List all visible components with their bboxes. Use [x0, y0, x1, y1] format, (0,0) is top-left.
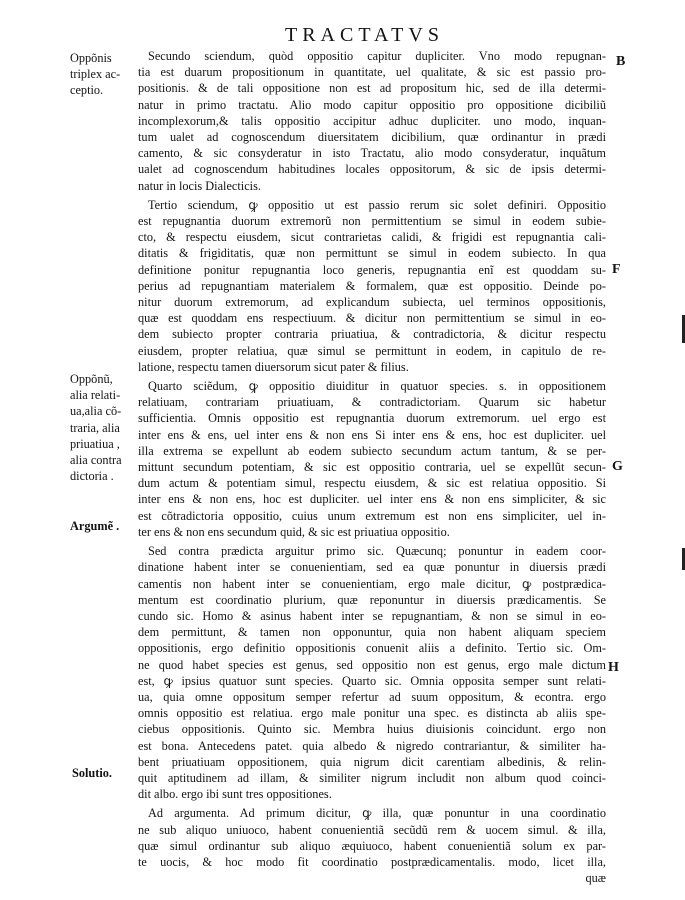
- text-line: inter ens & non ens, hoc est dupliciter. uel inter ens & non ens simpliciter, & sic: [138, 492, 606, 507]
- text-line: Sed contra prædicta arguitur primo sic. Quæcunq; ponuntur in eadem coor-: [148, 544, 606, 559]
- text-line: nitur duorum extremorum, ad explicandum subiecta, uel terminos oppositionis,: [138, 295, 606, 310]
- text-line: camentis non habent inter se conuenientiam, ergo male dicitur, ꝙ postprædica-: [138, 576, 606, 591]
- side-note-line: priuatiua ,: [70, 436, 120, 451]
- paragraph-secundo: [138, 48, 606, 194]
- text-line: quæ est quoddam ens respectiuum. & dicitur non permittentium se simul in eo-: [138, 311, 606, 326]
- text-line: latione, respectu tamen diuersorum sicut pater & filius.: [138, 359, 409, 374]
- text-line: est repugnantia duorum extremorũ non permittentium se simul in eodem subie-: [138, 214, 606, 229]
- side-note-opposition-triplex: [70, 50, 140, 99]
- text-line: omnis oppositio est relatiua. ergo male ponitur una spec. es distincta ab aliis spe-: [138, 706, 606, 721]
- text-line: ne sub aliquo uniuoco, habent conuenientiã secũdũ rem & uocem simul. & illa,: [138, 822, 606, 837]
- text-line: Secundo sciendum, quòd oppositio capitur dupliciter. Vno modo repugnan-: [148, 49, 606, 63]
- paragraph-solutio: [138, 805, 606, 886]
- text-line: Tertio sciendum, ꝙ oppositio ut est passio rerum sic solet definiri. Oppositio: [148, 197, 606, 212]
- margin-letter-g: G: [612, 459, 623, 474]
- text-line: tia est duarum propositionum in quantitate, uel qualitate, & sic est passio pro-: [138, 65, 606, 80]
- text-line: tum ualet ad cognoscendum diuersitatem dicibilium, quæ ordinantur in prædi: [138, 130, 606, 145]
- text-line: ualet ad cognoscendum habitudines locales oppositorum, & sic de ipsis determi-: [138, 162, 606, 177]
- text-line: quit aptitudinem ad illam, & similiter nigrum includit non album quod coinci-: [138, 770, 606, 785]
- text-line: dem subiecto propter contraria priuatiua, & contradictoria, & dicitur respectu: [138, 327, 606, 342]
- side-note-line: ceptio.: [70, 83, 104, 98]
- text-line: est bona. Antecedens patet. quia albedo & nigredo contrariantur, & similiter ha-: [138, 738, 606, 753]
- text-line: ter ens & non ens secundum quid, & sic est priuatiua oppositio.: [138, 524, 450, 539]
- text-line: definitione ponitur repugnantia loco generis, repugnantia enĩ est quoddam su-: [138, 262, 606, 277]
- main-text-column: [138, 48, 606, 886]
- text-line: ciebus oppositionis. Quinto sic. Membra huius diuisionis coincidunt. ergo non: [138, 722, 606, 737]
- text-line: est, ꝙ ipsius quatuor sunt species. Quarto sic. Omnia opposita semper sunt relati-: [138, 673, 606, 688]
- side-note-line: traria, alia: [70, 420, 120, 435]
- text-line: camento, & sic consyderatur in isto Tractatu, alio modo consyderatur, inquãtum: [138, 146, 606, 161]
- text-line: te uocis, & hoc modo fit coordinatio postprædicamentalis. modo, licet illa,: [138, 854, 606, 869]
- text-line: ne quod habet species est genus, sed oppositio non est genus, ergo male dictum: [138, 657, 606, 672]
- side-note-line: alia relati-: [70, 388, 121, 403]
- text-line: cundo sic. Homo & asinus habent inter se repugnantiam, & non se simul in eo-: [138, 608, 606, 623]
- text-line: dinatione habent inter se conuenientiam, sed ea quæ ponuntur in diuersis prædi: [138, 560, 606, 575]
- text-line: positionis. & de tali oppositione non est ad propositum hic, sed de illa determi-: [138, 81, 606, 96]
- text-line: bent priuatiuam oppositionem, quia nigrum dicit carentiam albedinis, & relin-: [138, 754, 606, 769]
- side-note-line: ua,alia cõ-: [70, 404, 122, 419]
- text-line: dit albo. ergo ibi sunt tres oppositiones.: [138, 787, 332, 802]
- text-line: dem permittunt, & tamen non opponuntur, quia non habent aliquam speciem: [138, 625, 606, 640]
- catchword: quæ: [585, 871, 606, 886]
- text-line: mentum est coordinatio plurium, quæ reponuntur in diuersis prædicamentis. Se: [138, 592, 606, 607]
- text-line: illa extrema se expellunt ab eodem subiecto secundum actum tantum, & se per-: [138, 443, 606, 458]
- side-note-solution: Solutio.: [72, 766, 112, 780]
- text-line: ua, quia omne oppositum semper refertur ad suum oppositum, & econtra. ergo: [138, 689, 606, 704]
- text-line: relatiuam, contrariam priuatiuam, & contradictoriam. Quarum sic habetur: [138, 395, 606, 410]
- paragraph-tertio: [138, 197, 606, 375]
- side-note-line: triplex ac-: [70, 67, 121, 82]
- margin-letter-f: F: [612, 262, 621, 277]
- side-note-opposition-divisions: [70, 371, 140, 484]
- margin-letter-b: B: [616, 54, 626, 69]
- text-line: ditatis & frigiditatis, quæ non permittunt se simul in eodem subiecto. In qua: [138, 246, 606, 261]
- side-note-arguments: Argumẽ .: [70, 519, 120, 533]
- text-line: sufficientia. Omnis oppositio est repugnantia duorum extremorum. uel ergo est: [138, 411, 606, 426]
- margin-letter-h: H: [608, 660, 619, 675]
- text-line: Ad argumenta. Ad primum dicitur, ꝙ illa, quæ ponuntur in una coordinatio: [148, 806, 606, 821]
- text-line: oppositionis, ergo definitio oppositionis conuenit aliis a definito. Tertio sic. Om-: [138, 641, 606, 656]
- running-head-title: TRACTATVS: [285, 24, 444, 46]
- text-line: inter ens & ens, uel inter ens & non ens Si inter ens & ens, hoc est dupliciter. uel: [138, 427, 606, 442]
- side-note-line: alia contra: [70, 453, 122, 468]
- paragraph-quarto: [138, 378, 606, 540]
- text-line: Quarto sciẽdum, ꝙ oppositio diuiditur in quatuor species. s. in oppositionem: [148, 379, 606, 394]
- text-line: perius ad repugnantiam materialem & formalem, quæ est oppositio. Deinde po-: [138, 278, 606, 293]
- text-line: dum actum & potentiam simul, respectu eiusdem, & sic est relatiua oppositio. Si: [138, 476, 606, 491]
- paragraph-argumenta: [138, 543, 606, 802]
- text-line: quæ simul ordinantur sub aliquo æquiuoco, habent conuenientiã solum ex par-: [138, 838, 606, 853]
- text-line: natur in primo tractatu. Alio modo capitur oppositio pro oppositione dicibiliũ: [138, 97, 606, 112]
- side-note-line: dictoria .: [70, 469, 114, 484]
- text-line: incomplexorum,& talis oppositio accipitur adhuc dupliciter. uno modo, inquan-: [138, 113, 606, 128]
- text-line: est cõtradictoria oppositio, cuius unum extremum est non ens simpliciter, uel in-: [138, 508, 606, 523]
- text-line: cto, & respectu eiusdem, sicut contrarietas calidi, & frigidi est repugnantia cali-: [138, 230, 606, 245]
- side-note-line: Oppõnũ,: [70, 372, 113, 386]
- side-note-line: Oppõnis: [70, 51, 112, 65]
- text-line: mittunt secundum potentiam, & sic est oppositio contraria, uel se expellũt secun-: [138, 460, 606, 475]
- text-line: natur in locis Dialecticis.: [138, 178, 261, 193]
- text-line: eiusdem, propter relatiua, quæ simul se permittunt in eodem, in capitulo de re-: [138, 343, 606, 358]
